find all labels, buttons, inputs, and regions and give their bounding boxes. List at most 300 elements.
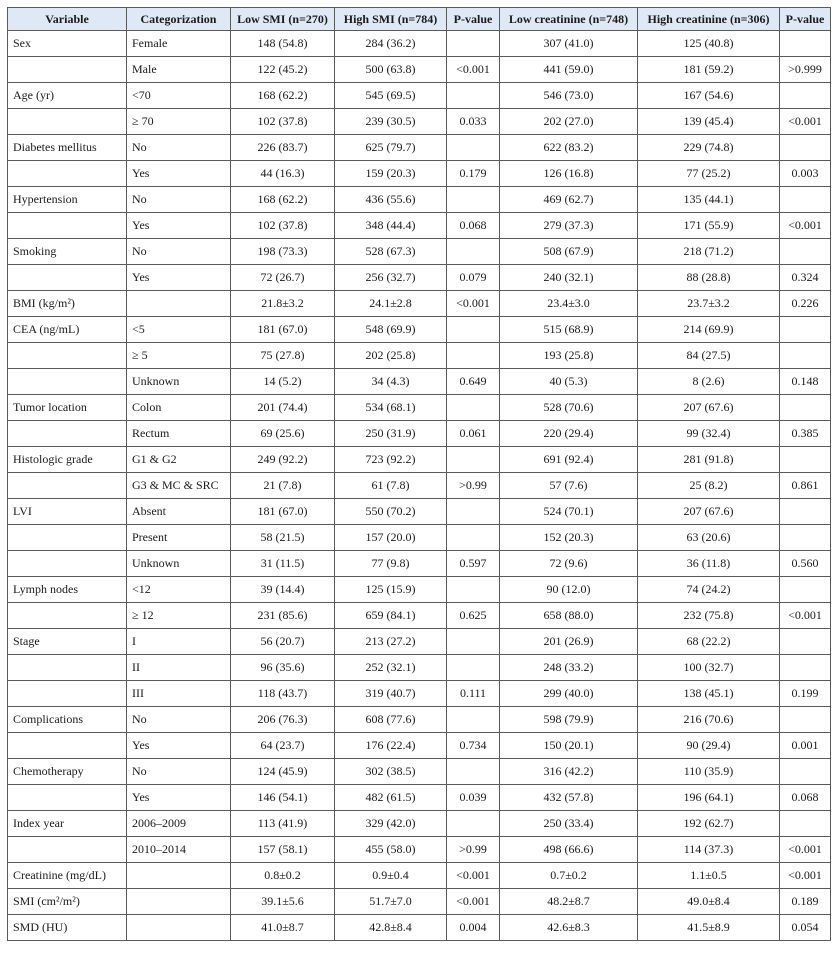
header-variable: Variable	[8, 8, 127, 31]
high-smi-cell: 256 (32.7)	[335, 265, 447, 291]
table-row	[8, 317, 831, 343]
p-value-smi-cell	[447, 395, 500, 421]
low-creatinine-cell: 126 (16.8)	[500, 161, 638, 187]
high-creatinine-cell: 99 (32.4)	[638, 421, 780, 447]
variable-cell: Hypertension	[8, 187, 127, 213]
low-smi-cell: 21.8±3.2	[231, 291, 335, 317]
low-smi-cell: 72 (26.7)	[231, 265, 335, 291]
low-creatinine-cell: 498 (66.6)	[500, 837, 638, 863]
categorization-cell: G3 & MC & SRC	[127, 473, 231, 499]
variable-cell: Smoking	[8, 239, 127, 265]
table-row	[8, 239, 831, 265]
low-smi-cell: 231 (85.6)	[231, 603, 335, 629]
high-creatinine-cell: 114 (37.3)	[638, 837, 780, 863]
p-value-creatinine-cell: 0.003	[780, 161, 831, 187]
high-smi-cell: 250 (31.9)	[335, 421, 447, 447]
p-value-smi-cell	[447, 629, 500, 655]
variable-cell: Diabetes mellitus	[8, 135, 127, 161]
categorization-cell: II	[127, 655, 231, 681]
variable-cell: Creatinine (mg/dL)	[8, 863, 127, 889]
categorization-cell: Present	[127, 525, 231, 551]
high-creatinine-cell: 232 (75.8)	[638, 603, 780, 629]
p-value-smi-cell	[447, 317, 500, 343]
p-value-smi-cell	[447, 525, 500, 551]
categorization-cell	[127, 889, 231, 915]
low-creatinine-cell: 622 (83.2)	[500, 135, 638, 161]
categorization-cell: Absent	[127, 499, 231, 525]
high-creatinine-cell: 90 (29.4)	[638, 733, 780, 759]
high-creatinine-cell: 36 (11.8)	[638, 551, 780, 577]
p-value-creatinine-cell	[780, 447, 831, 473]
low-creatinine-cell: 469 (62.7)	[500, 187, 638, 213]
variable-cell	[8, 837, 127, 863]
high-smi-cell: 625 (79.7)	[335, 135, 447, 161]
high-creatinine-cell: 84 (27.5)	[638, 343, 780, 369]
high-creatinine-cell: 196 (64.1)	[638, 785, 780, 811]
low-smi-cell: 157 (58.1)	[231, 837, 335, 863]
variable-cell	[8, 213, 127, 239]
categorization-cell: I	[127, 629, 231, 655]
p-value-smi-cell: 0.061	[447, 421, 500, 447]
high-creatinine-cell: 281 (91.8)	[638, 447, 780, 473]
categorization-cell	[127, 915, 231, 941]
p-value-smi-cell: 0.079	[447, 265, 500, 291]
table-row	[8, 681, 831, 707]
p-value-creatinine-cell	[780, 499, 831, 525]
high-smi-cell: 319 (40.7)	[335, 681, 447, 707]
table-row	[8, 837, 831, 863]
table-row	[8, 213, 831, 239]
table-row	[8, 603, 831, 629]
p-value-creatinine-cell: 0.385	[780, 421, 831, 447]
table-row	[8, 577, 831, 603]
categorization-cell: Rectum	[127, 421, 231, 447]
high-creatinine-cell: 139 (45.4)	[638, 109, 780, 135]
low-creatinine-cell: 515 (68.9)	[500, 317, 638, 343]
high-smi-cell: 550 (70.2)	[335, 499, 447, 525]
high-smi-cell: 528 (67.3)	[335, 239, 447, 265]
low-smi-cell: 14 (5.2)	[231, 369, 335, 395]
variable-cell	[8, 109, 127, 135]
p-value-smi-cell: 0.649	[447, 369, 500, 395]
low-smi-cell: 206 (76.3)	[231, 707, 335, 733]
variable-cell: Sex	[8, 31, 127, 57]
p-value-smi-cell: <0.001	[447, 291, 500, 317]
high-creatinine-cell: 74 (24.2)	[638, 577, 780, 603]
low-smi-cell: 122 (45.2)	[231, 57, 335, 83]
table-row	[8, 265, 831, 291]
low-smi-cell: 39 (14.4)	[231, 577, 335, 603]
p-value-creatinine-cell	[780, 83, 831, 109]
p-value-smi-cell: >0.99	[447, 473, 500, 499]
table-row	[8, 83, 831, 109]
header-p-value-smi: P-value	[447, 8, 500, 31]
p-value-smi-cell	[447, 83, 500, 109]
table-row	[8, 707, 831, 733]
low-smi-cell: 21 (7.8)	[231, 473, 335, 499]
p-value-creatinine-cell: 0.861	[780, 473, 831, 499]
high-smi-cell: 534 (68.1)	[335, 395, 447, 421]
low-smi-cell: 181 (67.0)	[231, 499, 335, 525]
low-creatinine-cell: 202 (27.0)	[500, 109, 638, 135]
table-row	[8, 551, 831, 577]
p-value-smi-cell	[447, 343, 500, 369]
table-row	[8, 525, 831, 551]
p-value-smi-cell: 0.597	[447, 551, 500, 577]
p-value-creatinine-cell: 0.199	[780, 681, 831, 707]
table-row	[8, 57, 831, 83]
high-smi-cell: 482 (61.5)	[335, 785, 447, 811]
high-smi-cell: 500 (63.8)	[335, 57, 447, 83]
low-creatinine-cell: 42.6±8.3	[500, 915, 638, 941]
high-smi-cell: 455 (58.0)	[335, 837, 447, 863]
p-value-creatinine-cell: <0.001	[780, 109, 831, 135]
p-value-creatinine-cell: 0.226	[780, 291, 831, 317]
p-value-creatinine-cell: <0.001	[780, 603, 831, 629]
p-value-smi-cell	[447, 187, 500, 213]
categorization-cell: No	[127, 135, 231, 161]
p-value-smi-cell: <0.001	[447, 889, 500, 915]
p-value-creatinine-cell: 0.189	[780, 889, 831, 915]
low-smi-cell: 39.1±5.6	[231, 889, 335, 915]
high-smi-cell: 157 (20.0)	[335, 525, 447, 551]
p-value-smi-cell: 0.068	[447, 213, 500, 239]
table-header-row	[8, 8, 831, 31]
high-creatinine-cell: 181 (59.2)	[638, 57, 780, 83]
header-p-value-creatinine: P-value	[780, 8, 831, 31]
variable-cell: Complications	[8, 707, 127, 733]
high-creatinine-cell: 100 (32.7)	[638, 655, 780, 681]
low-creatinine-cell: 279 (37.3)	[500, 213, 638, 239]
low-creatinine-cell: 193 (25.8)	[500, 343, 638, 369]
low-creatinine-cell: 524 (70.1)	[500, 499, 638, 525]
table-row	[8, 499, 831, 525]
low-smi-cell: 41.0±8.7	[231, 915, 335, 941]
variable-cell	[8, 733, 127, 759]
low-smi-cell: 168 (62.2)	[231, 187, 335, 213]
low-smi-cell: 201 (74.4)	[231, 395, 335, 421]
high-smi-cell: 24.1±2.8	[335, 291, 447, 317]
high-creatinine-cell: 138 (45.1)	[638, 681, 780, 707]
variable-cell: Age (yr)	[8, 83, 127, 109]
low-creatinine-cell: 248 (33.2)	[500, 655, 638, 681]
categorization-cell	[127, 291, 231, 317]
high-smi-cell: 202 (25.8)	[335, 343, 447, 369]
table-row	[8, 759, 831, 785]
baseline-characteristics-table	[7, 7, 831, 941]
variable-cell: BMI (kg/m²)	[8, 291, 127, 317]
low-creatinine-cell: 48.2±8.7	[500, 889, 638, 915]
p-value-smi-cell: 0.734	[447, 733, 500, 759]
low-smi-cell: 75 (27.8)	[231, 343, 335, 369]
high-smi-cell: 34 (4.3)	[335, 369, 447, 395]
high-smi-cell: 545 (69.5)	[335, 83, 447, 109]
variable-cell	[8, 57, 127, 83]
header-high-smi: High SMI (n=784)	[335, 8, 447, 31]
high-creatinine-cell: 214 (69.9)	[638, 317, 780, 343]
low-smi-cell: 69 (25.6)	[231, 421, 335, 447]
high-creatinine-cell: 77 (25.2)	[638, 161, 780, 187]
low-creatinine-cell: 307 (41.0)	[500, 31, 638, 57]
variable-cell: Stage	[8, 629, 127, 655]
p-value-smi-cell	[447, 577, 500, 603]
variable-cell	[8, 343, 127, 369]
high-smi-cell: 125 (15.9)	[335, 577, 447, 603]
variable-cell	[8, 369, 127, 395]
p-value-creatinine-cell: >0.999	[780, 57, 831, 83]
p-value-creatinine-cell	[780, 31, 831, 57]
p-value-creatinine-cell	[780, 135, 831, 161]
low-creatinine-cell: 546 (73.0)	[500, 83, 638, 109]
p-value-creatinine-cell	[780, 629, 831, 655]
variable-cell: SMI (cm²/m²)	[8, 889, 127, 915]
categorization-cell: Female	[127, 31, 231, 57]
low-creatinine-cell: 299 (40.0)	[500, 681, 638, 707]
low-smi-cell: 249 (92.2)	[231, 447, 335, 473]
header-high-creatinine: High creatinine (n=306)	[638, 8, 780, 31]
categorization-cell: Yes	[127, 733, 231, 759]
p-value-smi-cell	[447, 499, 500, 525]
low-smi-cell: 124 (45.9)	[231, 759, 335, 785]
p-value-creatinine-cell: <0.001	[780, 213, 831, 239]
high-creatinine-cell: 135 (44.1)	[638, 187, 780, 213]
low-smi-cell: 146 (54.1)	[231, 785, 335, 811]
categorization-cell: Yes	[127, 785, 231, 811]
variable-cell	[8, 551, 127, 577]
high-creatinine-cell: 63 (20.6)	[638, 525, 780, 551]
high-creatinine-cell: 218 (71.2)	[638, 239, 780, 265]
high-creatinine-cell: 207 (67.6)	[638, 499, 780, 525]
low-creatinine-cell: 432 (57.8)	[500, 785, 638, 811]
low-smi-cell: 118 (43.7)	[231, 681, 335, 707]
low-smi-cell: 181 (67.0)	[231, 317, 335, 343]
low-smi-cell: 168 (62.2)	[231, 83, 335, 109]
low-smi-cell: 56 (20.7)	[231, 629, 335, 655]
table-row	[8, 369, 831, 395]
high-creatinine-cell: 23.7±3.2	[638, 291, 780, 317]
table-row	[8, 473, 831, 499]
high-smi-cell: 176 (22.4)	[335, 733, 447, 759]
p-value-smi-cell	[447, 447, 500, 473]
categorization-cell: III	[127, 681, 231, 707]
low-creatinine-cell: 72 (9.6)	[500, 551, 638, 577]
table-row	[8, 109, 831, 135]
variable-cell	[8, 161, 127, 187]
p-value-smi-cell	[447, 811, 500, 837]
p-value-creatinine-cell	[780, 395, 831, 421]
categorization-cell: Yes	[127, 265, 231, 291]
high-smi-cell: 252 (32.1)	[335, 655, 447, 681]
high-creatinine-cell: 216 (70.6)	[638, 707, 780, 733]
categorization-cell: ≥ 70	[127, 109, 231, 135]
high-smi-cell: 302 (38.5)	[335, 759, 447, 785]
table-row	[8, 733, 831, 759]
table-row	[8, 629, 831, 655]
categorization-cell: No	[127, 187, 231, 213]
table-row	[8, 161, 831, 187]
table-row	[8, 447, 831, 473]
high-smi-cell: 61 (7.8)	[335, 473, 447, 499]
p-value-smi-cell	[447, 655, 500, 681]
variable-cell: Lymph nodes	[8, 577, 127, 603]
high-creatinine-cell: 167 (54.6)	[638, 83, 780, 109]
high-smi-cell: 159 (20.3)	[335, 161, 447, 187]
high-smi-cell: 548 (69.9)	[335, 317, 447, 343]
variable-cell	[8, 421, 127, 447]
categorization-cell: Yes	[127, 213, 231, 239]
low-smi-cell: 226 (83.7)	[231, 135, 335, 161]
p-value-smi-cell	[447, 135, 500, 161]
table-row	[8, 135, 831, 161]
low-creatinine-cell: 90 (12.0)	[500, 577, 638, 603]
variable-cell	[8, 681, 127, 707]
p-value-creatinine-cell: 0.054	[780, 915, 831, 941]
p-value-smi-cell	[447, 239, 500, 265]
categorization-cell: No	[127, 707, 231, 733]
high-smi-cell: 213 (27.2)	[335, 629, 447, 655]
high-creatinine-cell: 207 (67.6)	[638, 395, 780, 421]
high-creatinine-cell: 25 (8.2)	[638, 473, 780, 499]
table-row	[8, 421, 831, 447]
p-value-smi-cell: 0.039	[447, 785, 500, 811]
low-creatinine-cell: 201 (26.9)	[500, 629, 638, 655]
low-creatinine-cell: 220 (29.4)	[500, 421, 638, 447]
low-creatinine-cell: 598 (79.9)	[500, 707, 638, 733]
p-value-creatinine-cell	[780, 317, 831, 343]
categorization-cell: G1 & G2	[127, 447, 231, 473]
high-creatinine-cell: 229 (74.8)	[638, 135, 780, 161]
high-creatinine-cell: 125 (40.8)	[638, 31, 780, 57]
table-row	[8, 31, 831, 57]
low-creatinine-cell: 691 (92.4)	[500, 447, 638, 473]
categorization-cell: Yes	[127, 161, 231, 187]
categorization-cell: ≥ 12	[127, 603, 231, 629]
table-row	[8, 811, 831, 837]
p-value-smi-cell: <0.001	[447, 57, 500, 83]
variable-cell	[8, 655, 127, 681]
variable-cell: SMD (HU)	[8, 915, 127, 941]
p-value-creatinine-cell: 0.148	[780, 369, 831, 395]
p-value-creatinine-cell	[780, 577, 831, 603]
variable-cell: Tumor location	[8, 395, 127, 421]
low-creatinine-cell: 152 (20.3)	[500, 525, 638, 551]
p-value-creatinine-cell: 0.001	[780, 733, 831, 759]
header-low-smi: Low SMI (n=270)	[231, 8, 335, 31]
high-creatinine-cell: 68 (22.2)	[638, 629, 780, 655]
variable-cell: Chemotherapy	[8, 759, 127, 785]
categorization-cell: <70	[127, 83, 231, 109]
low-creatinine-cell: 508 (67.9)	[500, 239, 638, 265]
categorization-cell: Unknown	[127, 369, 231, 395]
p-value-smi-cell	[447, 759, 500, 785]
categorization-cell: No	[127, 759, 231, 785]
low-smi-cell: 113 (41.9)	[231, 811, 335, 837]
p-value-creatinine-cell: <0.001	[780, 863, 831, 889]
high-creatinine-cell: 88 (28.8)	[638, 265, 780, 291]
p-value-smi-cell: <0.001	[447, 863, 500, 889]
variable-cell: CEA (ng/mL)	[8, 317, 127, 343]
p-value-smi-cell	[447, 707, 500, 733]
p-value-smi-cell: 0.179	[447, 161, 500, 187]
low-smi-cell: 148 (54.8)	[231, 31, 335, 57]
variable-cell	[8, 265, 127, 291]
high-creatinine-cell: 110 (35.9)	[638, 759, 780, 785]
high-smi-cell: 723 (92.2)	[335, 447, 447, 473]
high-smi-cell: 239 (30.5)	[335, 109, 447, 135]
low-creatinine-cell: 0.7±0.2	[500, 863, 638, 889]
high-smi-cell: 329 (42.0)	[335, 811, 447, 837]
p-value-creatinine-cell	[780, 187, 831, 213]
categorization-cell: Male	[127, 57, 231, 83]
low-creatinine-cell: 150 (20.1)	[500, 733, 638, 759]
high-creatinine-cell: 171 (55.9)	[638, 213, 780, 239]
high-smi-cell: 659 (84.1)	[335, 603, 447, 629]
categorization-cell: Colon	[127, 395, 231, 421]
table-row	[8, 863, 831, 889]
table-row	[8, 343, 831, 369]
low-smi-cell: 0.8±0.2	[231, 863, 335, 889]
categorization-cell: Unknown	[127, 551, 231, 577]
low-creatinine-cell: 441 (59.0)	[500, 57, 638, 83]
low-smi-cell: 64 (23.7)	[231, 733, 335, 759]
categorization-cell: ≥ 5	[127, 343, 231, 369]
low-creatinine-cell: 240 (32.1)	[500, 265, 638, 291]
high-smi-cell: 608 (77.6)	[335, 707, 447, 733]
categorization-cell	[127, 863, 231, 889]
categorization-cell: 2006–2009	[127, 811, 231, 837]
header-low-creatinine: Low creatinine (n=748)	[500, 8, 638, 31]
low-smi-cell: 44 (16.3)	[231, 161, 335, 187]
p-value-creatinine-cell	[780, 239, 831, 265]
variable-cell	[8, 473, 127, 499]
high-smi-cell: 42.8±8.4	[335, 915, 447, 941]
p-value-creatinine-cell	[780, 759, 831, 785]
table-row	[8, 187, 831, 213]
p-value-creatinine-cell	[780, 343, 831, 369]
variable-cell	[8, 603, 127, 629]
p-value-smi-cell: >0.99	[447, 837, 500, 863]
low-smi-cell: 96 (35.6)	[231, 655, 335, 681]
p-value-creatinine-cell	[780, 707, 831, 733]
high-creatinine-cell: 1.1±0.5	[638, 863, 780, 889]
p-value-smi-cell: 0.033	[447, 109, 500, 135]
high-smi-cell: 348 (44.4)	[335, 213, 447, 239]
variable-cell	[8, 785, 127, 811]
high-creatinine-cell: 192 (62.7)	[638, 811, 780, 837]
p-value-smi-cell: 0.004	[447, 915, 500, 941]
p-value-creatinine-cell: 0.560	[780, 551, 831, 577]
high-smi-cell: 0.9±0.4	[335, 863, 447, 889]
p-value-creatinine-cell	[780, 525, 831, 551]
low-smi-cell: 198 (73.3)	[231, 239, 335, 265]
low-creatinine-cell: 40 (5.3)	[500, 369, 638, 395]
p-value-creatinine-cell	[780, 655, 831, 681]
high-smi-cell: 51.7±7.0	[335, 889, 447, 915]
low-smi-cell: 58 (21.5)	[231, 525, 335, 551]
table-row	[8, 785, 831, 811]
table-row	[8, 395, 831, 421]
table-row	[8, 291, 831, 317]
categorization-cell: 2010–2014	[127, 837, 231, 863]
low-creatinine-cell: 57 (7.6)	[500, 473, 638, 499]
p-value-smi-cell	[447, 31, 500, 57]
high-smi-cell: 284 (36.2)	[335, 31, 447, 57]
variable-cell	[8, 525, 127, 551]
p-value-creatinine-cell	[780, 811, 831, 837]
table-row	[8, 655, 831, 681]
p-value-creatinine-cell: <0.001	[780, 837, 831, 863]
high-smi-cell: 436 (55.6)	[335, 187, 447, 213]
